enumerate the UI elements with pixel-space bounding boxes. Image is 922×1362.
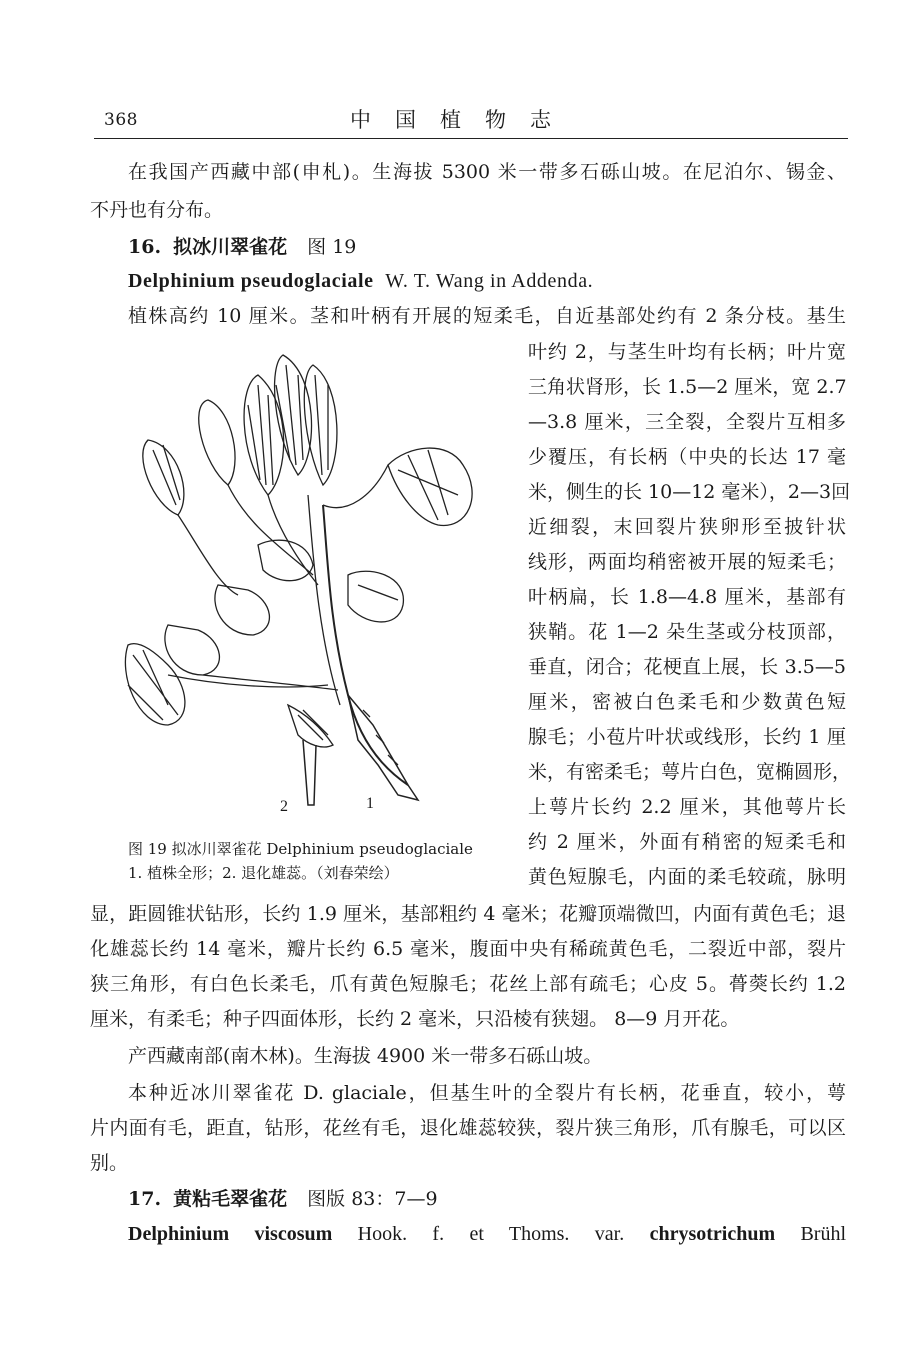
running-title: 中国植物志 bbox=[350, 108, 575, 132]
species-16-note-line: 别。 bbox=[90, 1152, 129, 1174]
species-17-authority-2: Brühl bbox=[800, 1223, 847, 1245]
right-column-line: 近细裂，末回裂片狭卵形至披针状 bbox=[528, 516, 846, 538]
figure-caption-line-1: 图 19 拟冰川翠雀花 Delphinium pseudoglaciale bbox=[128, 840, 473, 858]
page-number: 368 bbox=[104, 110, 138, 130]
species-17-chinese-name: 黄粘毛翠雀花 bbox=[173, 1188, 288, 1210]
species-16-note-line: 本种近冰川翠雀花 D. glaciale，但基生叶的全裂片有长柄，花垂直，较小，萼 bbox=[128, 1082, 846, 1104]
continuation-line: 厘米，有柔毛；种子四面体形，长约 2 毫米，只沿棱有狭翅。 8—9 月开花。 bbox=[90, 1008, 740, 1030]
species-17-heading bbox=[128, 1187, 438, 1211]
right-column-line: 上萼片长约 2.2 厘米，其他萼片长 bbox=[528, 796, 846, 818]
species-16-heading bbox=[128, 235, 356, 259]
continuation-line: 化雄蕊长约 14 毫米，瓣片长约 6.5 毫米，腹面中央有稀疏黄色毛，二裂近中部，裂片 bbox=[90, 938, 846, 960]
right-column-line: —3.8 厘米，三全裂，全裂片互相多 bbox=[528, 411, 846, 433]
species-17-plate-ref: 图版 83：7—9 bbox=[307, 1188, 438, 1210]
figure-label-1: 1 bbox=[366, 795, 374, 812]
plant-drawing bbox=[108, 345, 510, 825]
right-column-line: 厘米，密被白色柔毛和少数黄色短 bbox=[528, 691, 846, 713]
figure-caption-line-2: 1. 植株全形；2. 退化雄蕊。（刘春荣绘） bbox=[128, 864, 399, 882]
right-column-line: 狭鞘。花 1—2 朵生茎或分枝顶部， bbox=[528, 621, 846, 643]
species-16-note-line: 片内面有毛，距直，钻形，花丝有毛，退化雄蕊较狭，裂片狭三角形，爪有腺毛，可以区 bbox=[90, 1117, 846, 1139]
right-column-line: 线形，两面均稍密被开展的短柔毛； bbox=[528, 551, 846, 573]
continuation-line: 狭三角形，有白色长柔毛，爪有黄色短腺毛；花丝上部有疏毛；心皮 5。蓇葖长约 1.2 bbox=[90, 973, 846, 995]
species-16-distribution: 产西藏南部(南木林)。生海拔 4900 米一带多石砾山坡。 bbox=[128, 1045, 603, 1067]
header-rule bbox=[94, 138, 848, 139]
species-16-latin-name: Delphinium pseudoglaciale bbox=[128, 270, 374, 292]
species-16-authority: W. T. Wang in Addenda. bbox=[385, 270, 594, 292]
intro-line-2: 不丹也有分布。 bbox=[90, 199, 224, 221]
species-17-latin-line bbox=[128, 1222, 846, 1246]
species-16-figure-ref: 图 19 bbox=[307, 236, 357, 258]
right-column-line: 腺毛；小苞片叶状或线形，长约 1 厘 bbox=[528, 726, 846, 748]
right-column-line: 叶约 2，与茎生叶均有长柄；叶片宽 bbox=[528, 341, 846, 363]
continuation-line: 显，距圆锥状钻形，长约 1.9 厘米，基部粗约 4 毫米；花瓣顶端微凹，内面有黄色毛；退 bbox=[90, 903, 846, 925]
intro-line-1: 在我国产西藏中部(申札)。生海拔 5300 米一带多石砾山坡。在尼泊尔、锡金、 bbox=[128, 161, 846, 183]
right-column-line: 三角状肾形，长 1.5—2 厘米，宽 2.7 bbox=[528, 376, 847, 398]
species-16-latin-line bbox=[128, 269, 593, 293]
species-17-number: 17. bbox=[128, 1188, 162, 1210]
species-17-latin-name: Delphinium viscosum bbox=[128, 1223, 333, 1245]
right-column-line: 叶柄扁，长 1.8—4.8 厘米，基部有 bbox=[528, 586, 846, 608]
species-17-authority-1: Hook. f. et Thoms. var. bbox=[357, 1223, 625, 1245]
figure-label-2: 2 bbox=[280, 798, 288, 815]
species-16-number: 16. bbox=[128, 236, 162, 258]
right-column-line: 米，侧生的长 10—12 毫米），2—3回 bbox=[528, 481, 851, 503]
species-17-variety: chrysotrichum bbox=[649, 1223, 776, 1245]
right-column-line: 少覆压，有长柄（中央的长达 17 毫 bbox=[528, 446, 846, 468]
right-column-line: 黄色短腺毛，内面的柔毛较疏，脉明 bbox=[528, 866, 846, 888]
right-column-line: 垂直，闭合；花梗直上展，长 3.5—5 bbox=[528, 656, 846, 678]
right-column-line: 米，有密柔毛；萼片白色，宽椭圆形， bbox=[528, 761, 852, 783]
species-16-chinese-name: 拟冰川翠雀花 bbox=[173, 236, 288, 258]
species-16-description-line-1: 植株高约 10 厘米。茎和叶柄有开展的短柔毛，自近基部处约有 2 条分枝。基生 bbox=[128, 305, 846, 327]
right-column-line: 约 2 厘米，外面有稍密的短柔毛和 bbox=[528, 831, 846, 853]
figure-19-illustration bbox=[108, 345, 510, 825]
